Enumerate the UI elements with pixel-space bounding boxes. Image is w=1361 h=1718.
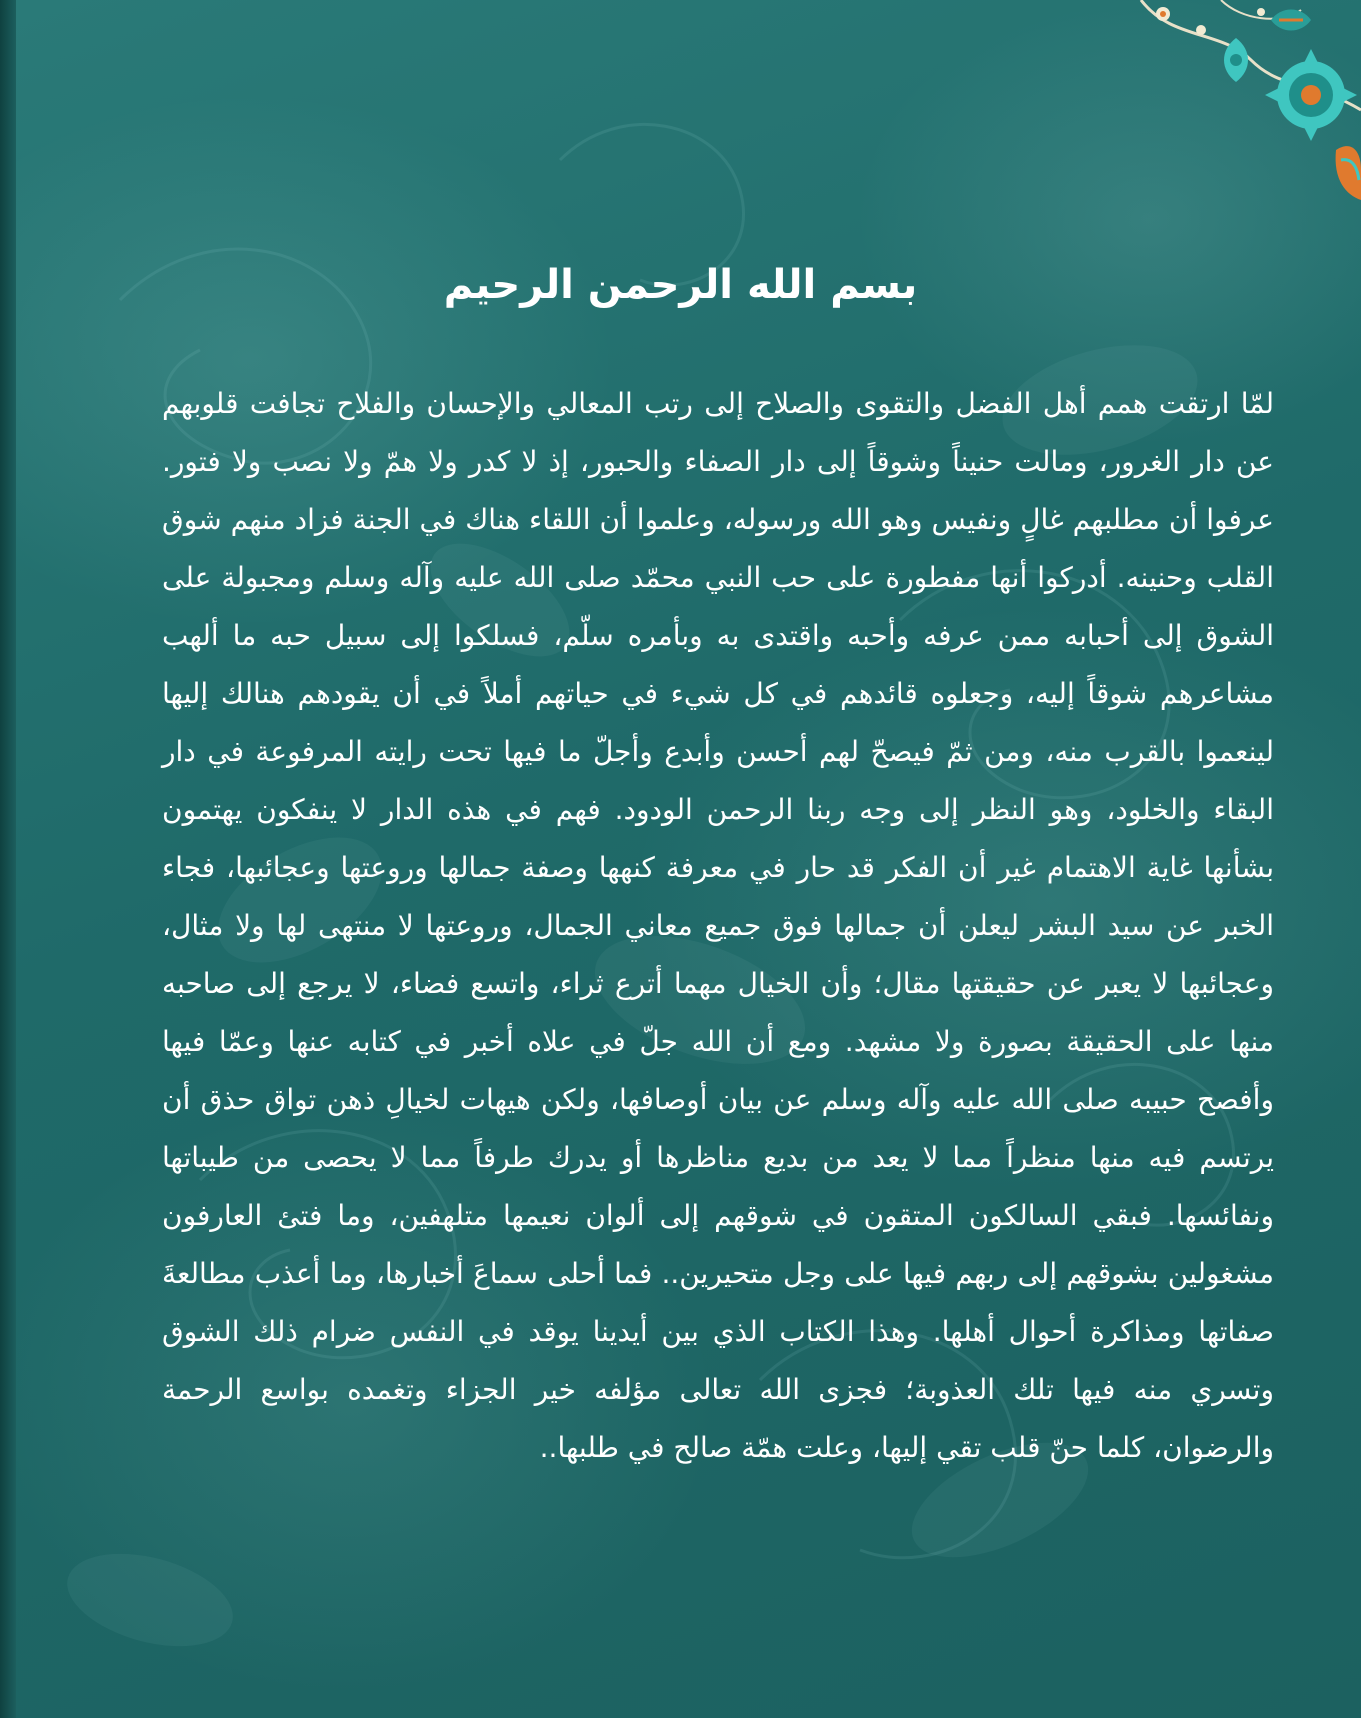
page-title: بسم الله الرحمن الرحيم xyxy=(443,262,918,308)
floral-ornament-icon xyxy=(1101,0,1361,230)
body-paragraph: لمّا ارتقت همم أهل الفضل والتقوى والصلاح إلى رتب المعالي والإحسان والفلاح تجافت قلوبهم عن دار الغرور، ومالت حنيناً وشوقاً إلى دار الصفاء والحبور، إذ لا كدر ولا همّ ولا نصب ولا فتور. عرفوا أن مطلبهم غالٍ ونفيس وهو الله ورسوله، وعلموا أن اللقاء هناك في الجنة فزاد منهم شوق القلب وحنينه. أدركوا أنها مفطورة على حب النبي محمّد صلى الله عليه وآله وسلم ومجبولة على الشوق إلى أحبابه ممن عرفه وأحبه واقتدى به وبأمره سلّم، فسلكوا إلى سبيل حبه ما ألهب مشاعرهم شوقاً إليه، وجعلوه قائدهم في كل شيء في حياتهم أملاً في أن يقودهم هنالك إليها لينعموا بالقرب منه، ومن ثمّ فيصحّ لهم أحسن وأبدع وأجلّ ما فيها تحت رايته المرفوعة في دار البقاء والخلود، وهو النظر إلى وجه ربنا الرحمن الودود. فهم في هذه الدار لا ينفكون يهتمون بشأنها غاية الاهتمام غير أن الفكر قد حار في معرفة كنهها وصفة جمالها وروعتها وعجائبها، فجاء الخبر عن سيد البشر ليعلن أن جمالها فوق جميع معاني الجمال، وروعتها لا منتهى لها ولا مثال، وعجائبها لا يعبر عن حقيقتها مقال؛ وأن الخيال مهما أترع ثراء، واتسع فضاء، لا يرجع إلى صاحبه منها على الحقيقة بصورة ولا مشهد. ومع أن الله جلّ في علاه أخبر في كتابه عنها وعمّا فيها وأفصح حبيبه صلى الله عليه وآله وسلم عن بيان أوصافها، ولكن هيهات لخيالِ ذهن تواق حذق أن يرتسم فيه منها منظراً مما لا يعد من بديع مناظرها أو يدرك طرفاً مما لا يحصى من طيباتها ونفائسها. فبقي السالكون المتقون في شوقهم إلى ألوان نعيمها متلهفين، وما فتئ العارفون مشغولين بشوقهم إلى ربهم فيها على وجل متحيرين.. فما أحلى سماعَ أخبارها، وما أعذب مطالعةَ صفاتها ومذاكرة أحوال أهلها. وهذا الكتاب الذي بين أيدينا يوقد في النفس ضرام ذلك الشوق وتسري منه فيها تلك العذوبة؛ فجزى الله تعالى مؤلفه خير الجزاء وتغمده بواسع الرحمة والرضوان، كلما حنّ قلب تقي إليها، وعلت همّة صالح في طلبها.. xyxy=(162,387,1274,1464)
